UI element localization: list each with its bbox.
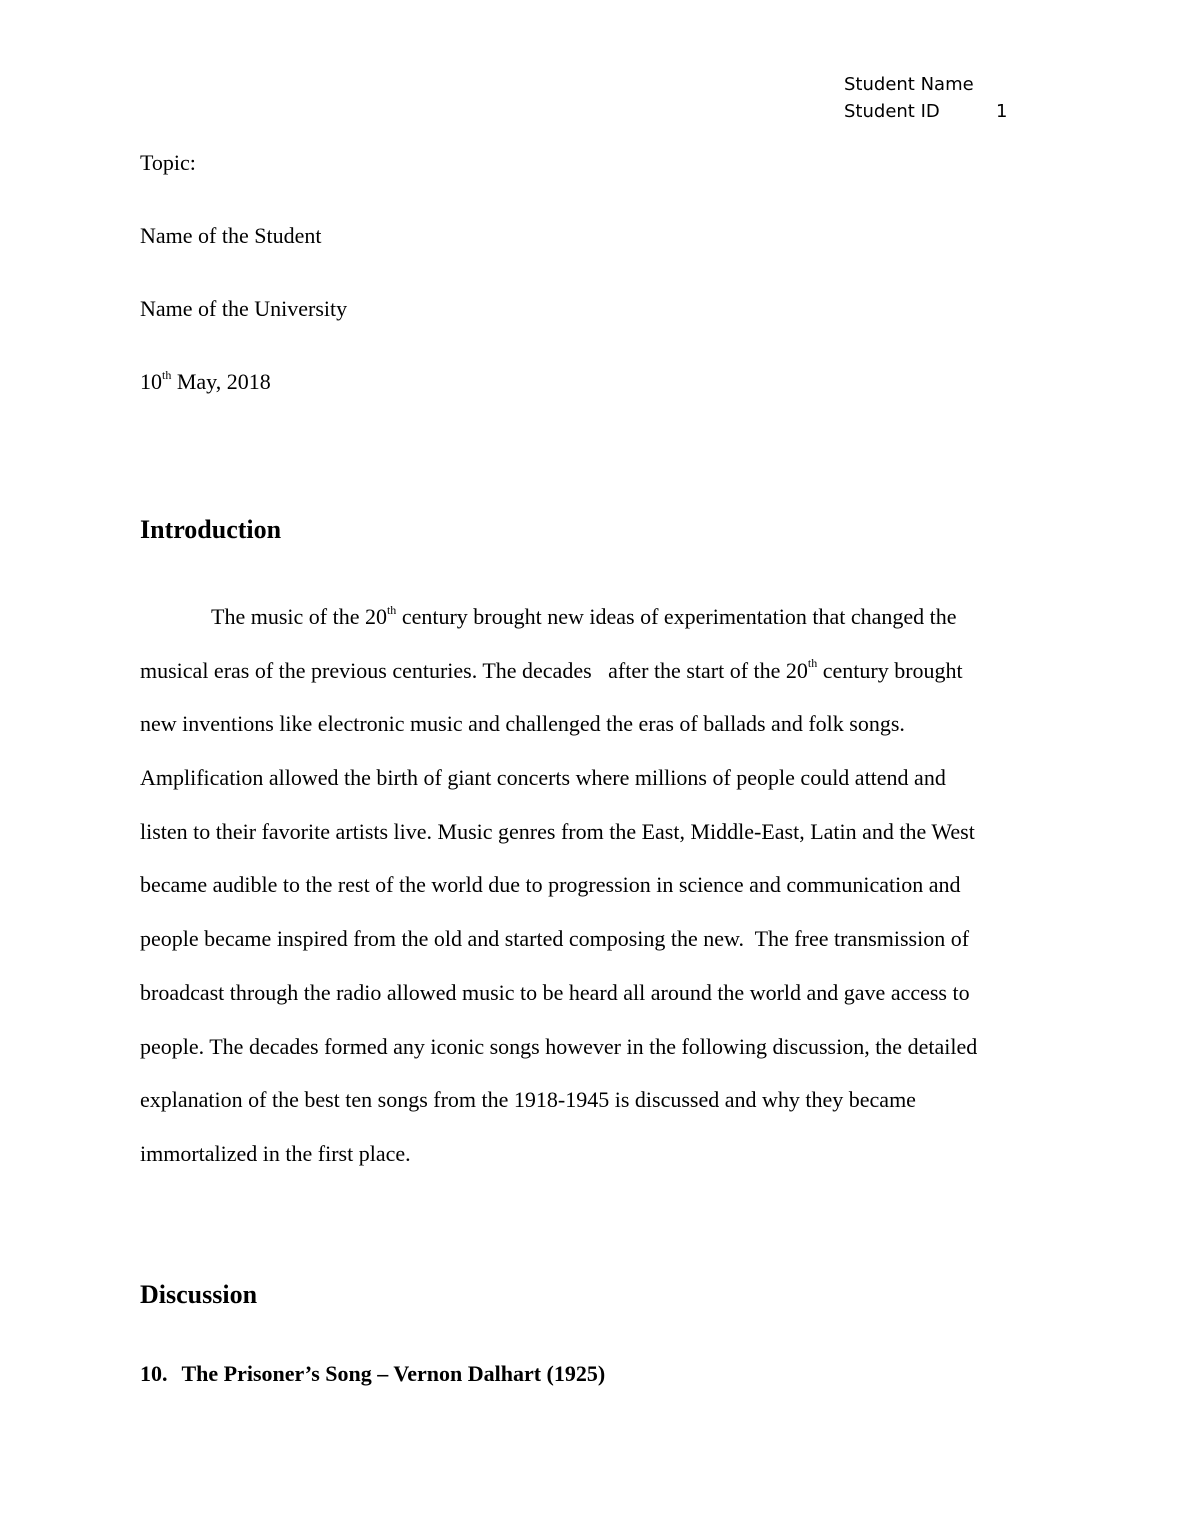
paragraph-line: musical eras of the previous centuries. The decades after the start of the 20th century brought: [140, 656, 963, 683]
discussion-heading: Discussion: [140, 1280, 258, 1309]
topic-line: Topic:: [140, 150, 196, 175]
paragraph-line: became audible to the rest of the world due to progression in science and communication and: [140, 872, 961, 898]
paragraph-line: listen to their favorite artists live. Music genres from the East, Middle-East, Latin and the West: [140, 818, 975, 844]
song-subheading: [140, 1360, 605, 1388]
paragraph-line: Amplification allowed the birth of giant concerts where millions of people could attend and: [140, 765, 946, 791]
introduction-paragraph: [140, 590, 1040, 1181]
student-name-line: Name of the Student: [140, 223, 322, 248]
header-student-name: Student Name: [844, 74, 974, 95]
date-line: [140, 369, 271, 395]
paragraph-line: people. The decades formed any iconic songs however in the following discussion, the detailed: [140, 1033, 978, 1059]
paragraph-line: The music of the 20th century brought new ideas of experimentation that changed the: [211, 602, 957, 629]
paragraph-line: immortalized in the first place.: [140, 1140, 411, 1166]
song-number: 10.: [140, 1361, 168, 1386]
paragraph-line: people became inspired from the old and started composing the new. The free transmission of: [140, 926, 970, 952]
paragraph-line: explanation of the best ten songs from the 1918-1945 is discussed and why they became: [140, 1087, 916, 1113]
paragraph-line: new inventions like electronic music and challenged the eras of ballads and folk songs.: [140, 711, 905, 737]
university-line: Name of the University: [140, 296, 348, 321]
date-suffix: th: [162, 367, 172, 382]
date-rest: May, 2018: [171, 369, 271, 394]
introduction-heading: Introduction: [140, 515, 282, 544]
header-student-id: Student ID: [844, 101, 940, 122]
page-number: 1: [996, 101, 1008, 122]
page-header: [844, 71, 1007, 125]
paragraph-line: broadcast through the radio allowed music to be heard all around the world and gave access to: [140, 979, 970, 1005]
date-day: 10: [140, 369, 162, 394]
song-title: The Prisoner’s Song – Vernon Dalhart (1925): [181, 1361, 606, 1386]
header-id-row: [844, 98, 1007, 125]
